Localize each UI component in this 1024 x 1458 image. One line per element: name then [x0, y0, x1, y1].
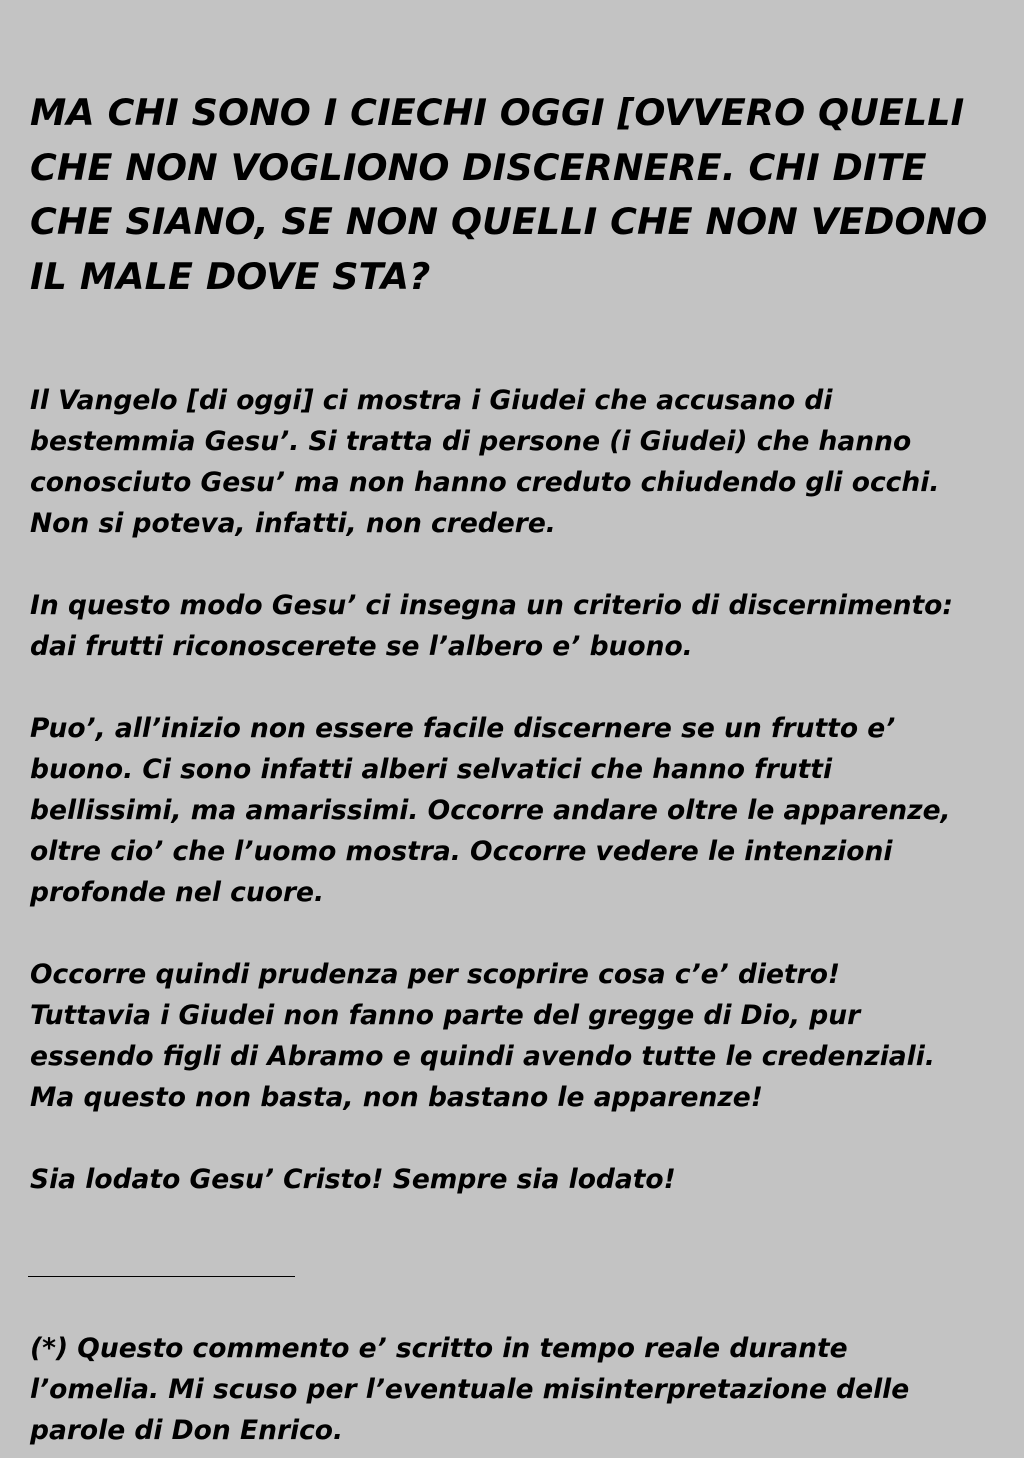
- text-line: bellissimi, ma amarissimi. Occorre andare oltre le apparenze,: [30, 795, 951, 826]
- title-line: CHE SIANO, SE NON QUELLI CHE NON VEDONO: [30, 200, 988, 243]
- paragraph-prudenza: [30, 954, 1024, 1118]
- footnote-separator: [28, 1276, 295, 1277]
- text-line: Occorre quindi prudenza per scoprire cosa c’e’ dietro!: [30, 959, 840, 990]
- text-line: In questo modo Gesu’ ci insegna un criterio di discernimento:: [30, 590, 953, 621]
- page-title: [30, 86, 1024, 304]
- text-line: Sia lodato Gesu’ Cristo! Sempre sia lodato!: [30, 1164, 676, 1195]
- text-line: Puo’, all’inizio non essere facile discernere se un frutto e’: [30, 713, 896, 744]
- paragraph-criterio: [30, 585, 1024, 667]
- text-line: bestemmia Gesu’. Si tratta di persone (i Giudei) che hanno: [30, 426, 912, 457]
- footnote-line: parole di Don Enrico.: [30, 1415, 344, 1446]
- text-line: dai frutti riconoscerete se l’albero e’ buono.: [30, 631, 693, 662]
- text-line: conosciuto Gesu’ ma non hanno creduto chiudendo gli occhi.: [30, 467, 940, 498]
- paragraph-vangelo: [30, 380, 1024, 544]
- text-line: essendo figli di Abramo e quindi avendo tutte le credenziali.: [30, 1041, 935, 1072]
- title-line: IL MALE DOVE STA?: [30, 254, 431, 298]
- text-line: profonde nel cuore.: [30, 877, 325, 908]
- footnote-line: l’omelia. Mi scuso per l’eventuale misinterpretazione delle: [30, 1374, 910, 1405]
- body-text: [30, 380, 1024, 1241]
- text-line: Non si poteva, infatti, non credere.: [30, 508, 556, 539]
- text-line: Il Vangelo [di oggi] ci mostra i Giudei che accusano di: [30, 385, 833, 416]
- text-line: Ma questo non basta, non bastano le apparenze!: [30, 1082, 763, 1113]
- footnote: [30, 1328, 1024, 1451]
- text-line: Tuttavia i Giudei non fanno parte del gregge di Dio, pur: [30, 1000, 861, 1031]
- title-line: CHE NON VOGLIONO DISCERNERE. CHI DITE: [30, 145, 927, 189]
- text-line: buono. Ci sono infatti alberi selvatici che hanno frutti: [30, 754, 833, 785]
- paragraph-lode: [30, 1159, 1024, 1200]
- footnote-line: (*) Questo commento e’ scritto in tempo reale durante: [30, 1333, 848, 1364]
- text-line: oltre cio’ che l’uomo mostra. Occorre vedere le intenzioni: [30, 836, 893, 867]
- title-line: MA CHI SONO I CIECHI OGGI [OVVERO QUELLI: [30, 91, 965, 134]
- paragraph-frutti: [30, 708, 1024, 913]
